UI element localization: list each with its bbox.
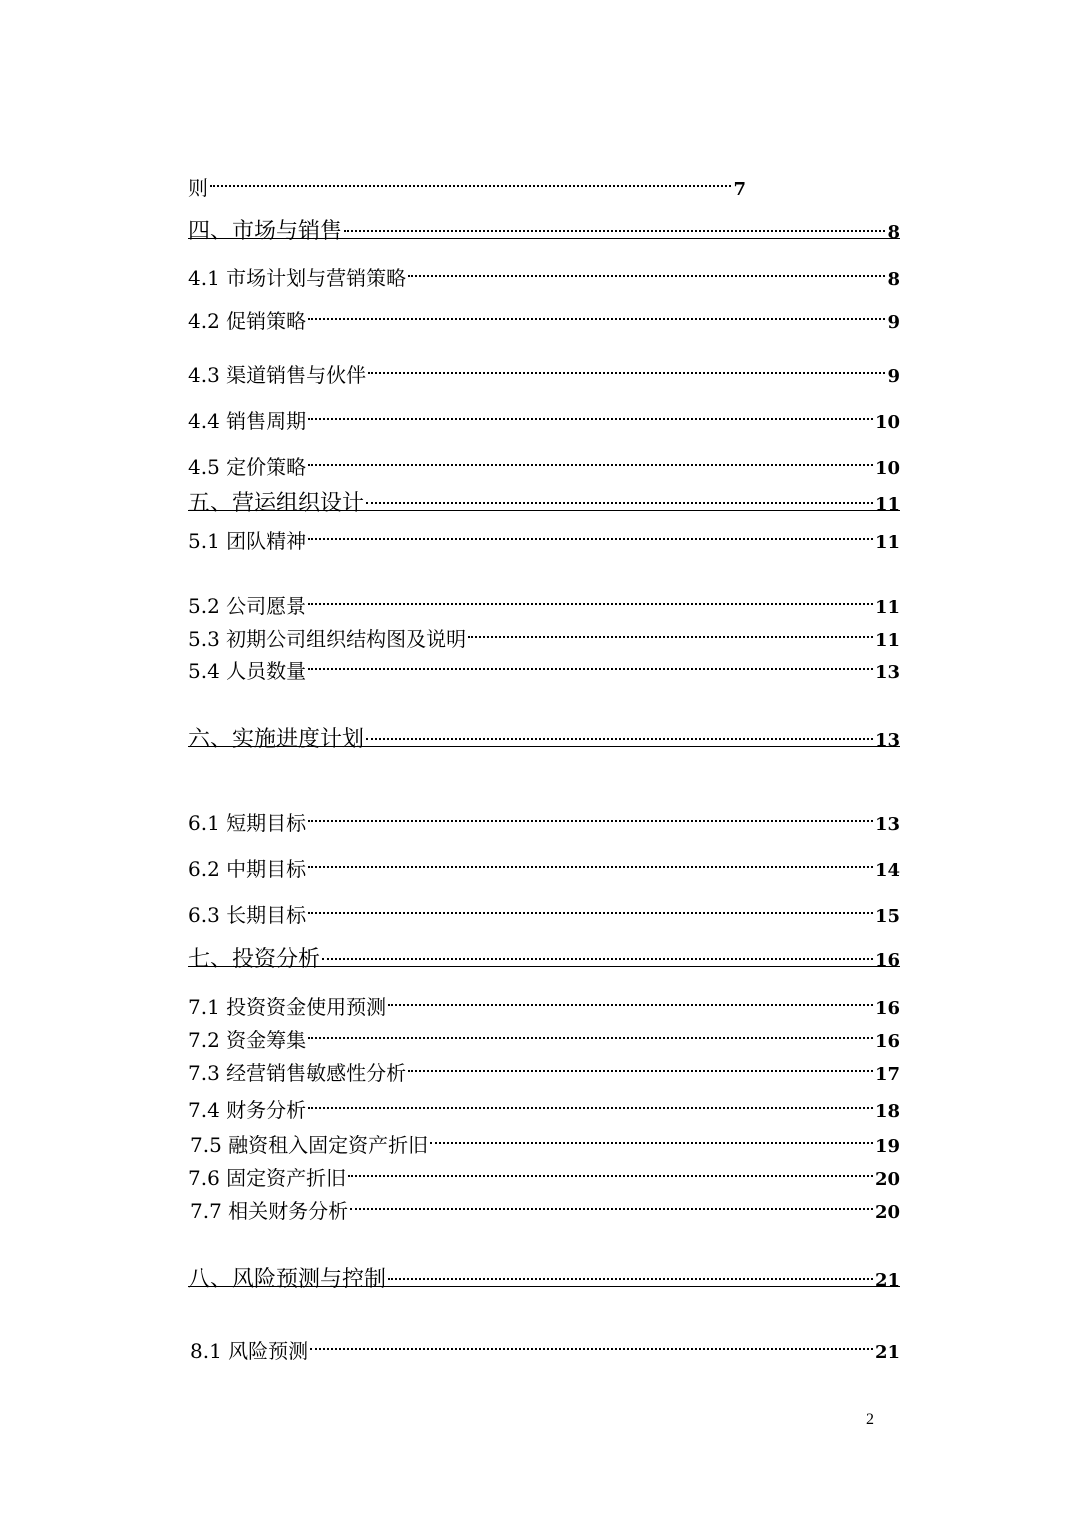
toc-section-entry[interactable] xyxy=(190,1122,900,1157)
toc-entry-label: 七、投资分析 xyxy=(188,947,321,972)
toc-entry-page-number: 20 xyxy=(874,1202,900,1223)
toc-dot-leader xyxy=(468,616,873,646)
toc-entry-page-number: 13 xyxy=(874,662,900,683)
toc-entry-page-number: 21 xyxy=(874,1342,900,1363)
toc-section-entry[interactable] xyxy=(188,255,900,290)
toc-entry-label: 5.2 公司愿景 xyxy=(188,594,307,618)
toc-section-entry[interactable] xyxy=(188,616,900,651)
toc-entry-page-number: 11 xyxy=(874,630,900,651)
page-number: 2 xyxy=(866,1411,874,1428)
toc-chapter-entry[interactable] xyxy=(188,210,900,244)
toc-entry-page-number: 15 xyxy=(874,906,900,927)
toc-entry-page-number: 9 xyxy=(887,312,900,333)
toc-dot-leader xyxy=(408,1050,873,1080)
toc-chapter-entry[interactable] xyxy=(188,482,900,516)
toc-dot-leader xyxy=(388,1258,873,1286)
toc-dot-leader xyxy=(368,352,885,382)
toc-entry-label: 7.3 经营销售敏感性分析 xyxy=(188,1061,407,1085)
toc-section-entry[interactable] xyxy=(188,352,900,387)
toc-section-entry[interactable] xyxy=(190,1188,900,1223)
toc-entry-label: 5.4 人员数量 xyxy=(188,659,307,683)
toc-entry-label: 7.4 财务分析 xyxy=(188,1098,307,1122)
toc-entry-page-number: 21 xyxy=(874,1270,900,1291)
toc-entry-page-number: 16 xyxy=(874,950,900,971)
toc-section-entry[interactable] xyxy=(188,444,900,479)
toc-section-entry[interactable] xyxy=(188,518,900,553)
toc-entry-page-number: 13 xyxy=(874,814,900,835)
toc-section-entry[interactable] xyxy=(188,298,900,333)
toc-dot-leader xyxy=(308,398,873,428)
toc-entry-page-number: 19 xyxy=(874,1136,900,1157)
toc-dot-leader xyxy=(308,800,873,830)
toc-entry-label: 8.1 风险预测 xyxy=(190,1339,309,1363)
toc-chapter-entry[interactable] xyxy=(188,938,900,972)
toc-entry-page-number: 10 xyxy=(874,412,900,433)
toc-entry-label: 5.1 团队精神 xyxy=(188,529,307,553)
toc-entry-label: 4.4 销售周期 xyxy=(188,409,307,433)
toc-dot-leader xyxy=(430,1122,873,1152)
toc-entry-page-number: 9 xyxy=(887,366,900,387)
toc-entry-page-number: 20 xyxy=(874,1169,900,1190)
toc-entry-page-number: 16 xyxy=(874,998,900,1019)
toc-entry-label: 五、营运组织设计 xyxy=(188,491,365,516)
toc-section-entry[interactable] xyxy=(188,1050,900,1085)
toc-entry-label: 4.5 定价策略 xyxy=(188,455,307,479)
toc-entry-label: 六、实施进度计划 xyxy=(188,727,365,752)
toc-entry-label: 7.7 相关财务分析 xyxy=(190,1199,349,1223)
toc-entry-label: 5.3 初期公司组织结构图及说明 xyxy=(188,627,467,651)
toc-dot-leader xyxy=(308,648,873,678)
toc-entry-label: 7.2 资金筹集 xyxy=(188,1028,307,1052)
toc-entry-page-number: 18 xyxy=(874,1101,900,1122)
toc-entry-page-number: 11 xyxy=(874,597,900,618)
toc-dot-leader xyxy=(308,1017,873,1047)
toc-section-entry[interactable] xyxy=(188,1017,900,1052)
toc-section-entry[interactable] xyxy=(188,892,900,927)
toc-dot-leader xyxy=(210,165,731,195)
toc-dot-leader xyxy=(308,298,885,328)
toc-section-entry[interactable] xyxy=(188,165,746,200)
toc-dot-leader xyxy=(388,984,873,1014)
toc-dot-leader xyxy=(308,1087,873,1117)
toc-entry-page-number: 11 xyxy=(874,494,900,515)
toc-dot-leader xyxy=(408,255,885,285)
toc-entry-label: 7.5 融资租入固定资产折旧 xyxy=(190,1133,429,1157)
toc-dot-leader xyxy=(322,938,873,966)
toc-section-entry[interactable] xyxy=(188,1087,900,1122)
toc-dot-leader xyxy=(308,583,873,613)
toc-dot-leader xyxy=(308,518,873,548)
toc-entry-label: 7.6 固定资产折旧 xyxy=(188,1166,347,1190)
toc-entry-label: 八、风险预测与控制 xyxy=(188,1267,387,1292)
toc-entry-label: 4.3 渠道销售与伙伴 xyxy=(188,363,367,387)
toc-dot-leader xyxy=(310,1328,873,1358)
toc-dot-leader xyxy=(308,892,873,922)
toc-dot-leader xyxy=(366,718,873,746)
toc-section-entry[interactable] xyxy=(188,984,900,1019)
toc-entry-page-number: 13 xyxy=(874,730,900,751)
toc-entry-label: 则 xyxy=(188,176,208,200)
toc-dot-leader xyxy=(344,210,885,238)
toc-entry-page-number: 7 xyxy=(733,179,746,200)
toc-dot-leader xyxy=(308,846,873,876)
toc-entry-label: 4.1 市场计划与营销策略 xyxy=(188,266,407,290)
toc-section-entry[interactable] xyxy=(188,800,900,835)
toc-dot-leader xyxy=(348,1155,873,1185)
toc-entry-label: 6.3 长期目标 xyxy=(188,903,307,927)
toc-chapter-entry[interactable] xyxy=(188,1258,900,1292)
toc-entry-page-number: 17 xyxy=(874,1064,900,1085)
toc-entry-page-number: 14 xyxy=(874,860,900,881)
toc-entry-label: 4.2 促销策略 xyxy=(188,309,307,333)
toc-chapter-entry[interactable] xyxy=(188,718,900,752)
toc-section-entry[interactable] xyxy=(188,583,900,618)
toc-entry-label: 6.1 短期目标 xyxy=(188,811,307,835)
toc-dot-leader xyxy=(366,482,873,510)
toc-section-entry[interactable] xyxy=(188,846,900,881)
toc-dot-leader xyxy=(350,1188,873,1218)
toc-entry-label: 7.1 投资资金使用预测 xyxy=(188,995,387,1019)
toc-entry-page-number: 11 xyxy=(874,532,900,553)
toc-entry-page-number: 8 xyxy=(887,222,900,243)
toc-entry-label: 6.2 中期目标 xyxy=(188,857,307,881)
toc-dot-leader xyxy=(308,444,873,474)
toc-entry-page-number: 16 xyxy=(874,1031,900,1052)
toc-entry-page-number: 8 xyxy=(887,269,900,290)
toc-section-entry[interactable] xyxy=(188,1155,900,1190)
toc-entry-page-number: 10 xyxy=(874,458,900,479)
toc-entry-label: 四、市场与销售 xyxy=(188,219,343,244)
toc-section-entry[interactable] xyxy=(188,398,900,433)
toc-section-entry[interactable] xyxy=(188,648,900,683)
toc-section-entry[interactable] xyxy=(190,1328,900,1363)
